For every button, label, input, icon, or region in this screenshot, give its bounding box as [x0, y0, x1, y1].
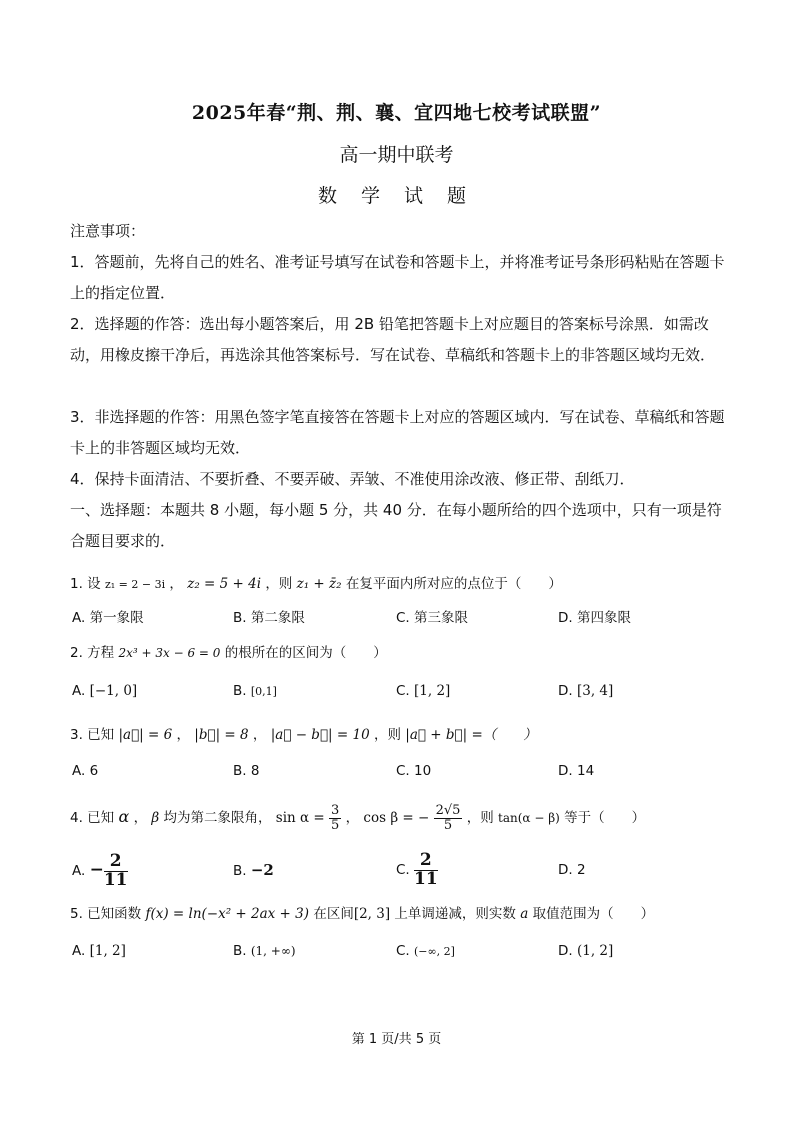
- exam-title: 2025年春“荆、荆、襄、宜四地七校考试联盟”: [191, 102, 602, 124]
- q4-option-c-fraction: $\frac{2}{11}$: [414, 849, 438, 889]
- q5-function: f(x) = ln(−x² + 2ax + 3): [145, 906, 310, 922]
- notice-item-3: 3．非选择题的作答：用黑色签字笔直接答在答题卡上对应的答题区域内．写在试卷、草稿纸和答题卡上的非答题区域均无效．: [70, 408, 725, 457]
- q3-option-d: D. 14: [558, 763, 595, 779]
- notice-heading: 注意事项：: [70, 222, 146, 240]
- q2-equation: 2x³ + 3x − 6 = 0: [118, 646, 221, 660]
- q4-sin-fraction: $\frac{3}{5}$: [331, 802, 340, 833]
- page-footer: 第 1 页/共 5 页: [351, 1032, 442, 1047]
- q5-option-d-value: (1, 2]: [576, 943, 614, 959]
- q5-option-a: A. [1, 2]: [72, 943, 126, 959]
- q4-tan: tan(α − β): [498, 811, 560, 825]
- q5-option-d: D. (1, 2]: [558, 943, 614, 959]
- q4-middle: 均为第二象限角，: [163, 810, 272, 826]
- notice-item-2: 2．选择题的作答：选出每小题答案后，用 2B 铅笔把答题卡上对应题目的答案标号涂黑．如需改动，用橡皮擦干净后，再选涂其他答案标号．写在试卷、草稿纸和答题卡上的非答题区域均无效．: [70, 315, 716, 364]
- q4-alpha: α: [118, 807, 130, 826]
- q2-option-a: A. [−1, 0]: [72, 683, 138, 699]
- q5-prefix: 5. 已知函数: [70, 906, 142, 922]
- q4-option-a-sign: −: [89, 860, 104, 880]
- q4-sin-lhs: sin α =: [275, 810, 325, 826]
- q2-option-a-value: [−1, 0]: [89, 683, 138, 699]
- q5-option-c: C. (−∞, 2]: [396, 943, 455, 959]
- notice-item-1: 1．答题前，先将自己的姓名、准考证号填写在试卷和答题卡上，并将准考证号条形码粘贴在答题卡上的指定位置．: [70, 253, 725, 302]
- question-1: 1. 设 z₁ = 2 − 3i ， z₂ = 5 + 4i ，则 z₁ + z̄₂ 在复平面内所对应的点位于（ ）: [70, 576, 562, 592]
- q5-variable: a: [520, 906, 529, 922]
- q4-option-b-value: −2: [250, 861, 274, 879]
- q2-suffix: 的根所在的区间为（ ）: [224, 645, 387, 661]
- question-2: [70, 641, 387, 661]
- q3-mid: ，则: [373, 727, 401, 743]
- q2-option-d-value: [3, 4]: [576, 683, 614, 699]
- q1-suffix: 在复平面内所对应的点位于（ ）: [345, 576, 562, 592]
- q2-prefix: 2. 方程: [70, 645, 115, 661]
- q3-condition-a: |a⃗| = 6: [118, 727, 173, 743]
- q3-condition-diff: |a⃗ − b⃗| = 10: [270, 727, 370, 743]
- q4-option-b: B. −2: [233, 861, 274, 879]
- q3-ask: |a⃗ + b⃗| =（ ）: [405, 727, 537, 743]
- q2-option-c-value: [1, 2]: [414, 683, 451, 699]
- q1-prefix: 1. 设: [70, 576, 101, 592]
- q4-option-a: A. − $\frac{2}{11}$: [72, 850, 128, 890]
- q1-z1: z₁ = 2 − 3i: [104, 578, 166, 591]
- q1-option-b: B. 第二象限: [233, 610, 305, 626]
- q1-option-a: A. 第一象限: [72, 610, 144, 626]
- q2-option-d: D. [3, 4]: [558, 683, 614, 699]
- q1-option-d: D. 第四象限: [558, 610, 631, 626]
- q4-beta: β: [151, 810, 160, 826]
- q3-prefix: 3. 已知: [70, 727, 115, 743]
- q5-option-b: B. (1, +∞): [233, 943, 296, 959]
- q4-prefix: 4. 已知: [70, 810, 115, 826]
- q4-cos-lhs: cos β = −: [363, 810, 430, 826]
- q1-z2: z₂ = 5 + 4i: [187, 576, 262, 592]
- q3-option-b: B. 8: [233, 763, 260, 779]
- section-title: 一、选择题：本题共 8 小题，每小题 5 分，共 40 分．在每小题所给的四个选项中，只有一项是符合题目要求的．: [70, 501, 722, 550]
- exam-subject: 数 学 试 题: [317, 185, 476, 207]
- q3-option-a: A. 6: [72, 763, 99, 779]
- question-4: 4. 已知 α ， β 均为第二象限角， sin α = $\frac{3}{5}$ ， cos β = − $\frac{2√5}{5}$ ，则 tan(α − β) 等于（ ）: [70, 802, 646, 833]
- q2-option-c: C. [1, 2]: [396, 683, 451, 699]
- q2-option-b: B. [0,1]: [233, 683, 277, 699]
- q5-middle: 上单调递减，则实数: [394, 906, 516, 922]
- q4-ask-prefix: ，则: [466, 810, 494, 826]
- notice-item-4: 4．保持卡面清洁、不要折叠、不要弄破、弄皱、不准使用涂改液、修正带、刮纸刀．: [70, 470, 635, 488]
- q4-option-d: D. 2: [558, 862, 586, 878]
- q1-option-c: C. 第三象限: [396, 610, 469, 626]
- question-5: [70, 902, 654, 922]
- question-3: 3. 已知 |a⃗| = 6 ， |b⃗| = 8 ， |a⃗ − b⃗| = 10 ，则 |a⃗ + b⃗| =（ ）: [70, 727, 537, 743]
- q5-interval-prefix: 在区间: [313, 906, 354, 922]
- q1-expr: z₁ + z̄₂: [296, 576, 342, 592]
- q5-interval: [2, 3]: [353, 906, 391, 922]
- q4-suffix: 等于（ ）: [564, 810, 646, 826]
- q5-option-c-value: (−∞, 2]: [414, 945, 455, 958]
- q4-cos-fraction: $\frac{2√5}{5}$: [435, 802, 461, 833]
- q5-option-a-value: [1, 2]: [89, 943, 126, 959]
- exam-subtitle: 高一期中联考: [339, 144, 454, 166]
- q5-suffix: 取值范围为（ ）: [532, 906, 655, 922]
- q3-option-c: C. 10: [396, 763, 432, 779]
- q3-condition-b: |b⃗| = 8: [194, 727, 249, 743]
- q1-mid: ，则: [265, 576, 293, 592]
- q4-option-c: C. $\frac{2}{11}$: [396, 849, 438, 889]
- q5-option-b-value: (1, +∞): [250, 944, 296, 958]
- q4-option-a-fraction: $\frac{2}{11}$: [103, 850, 128, 890]
- q2-option-b-value: [0,1]: [250, 685, 277, 698]
